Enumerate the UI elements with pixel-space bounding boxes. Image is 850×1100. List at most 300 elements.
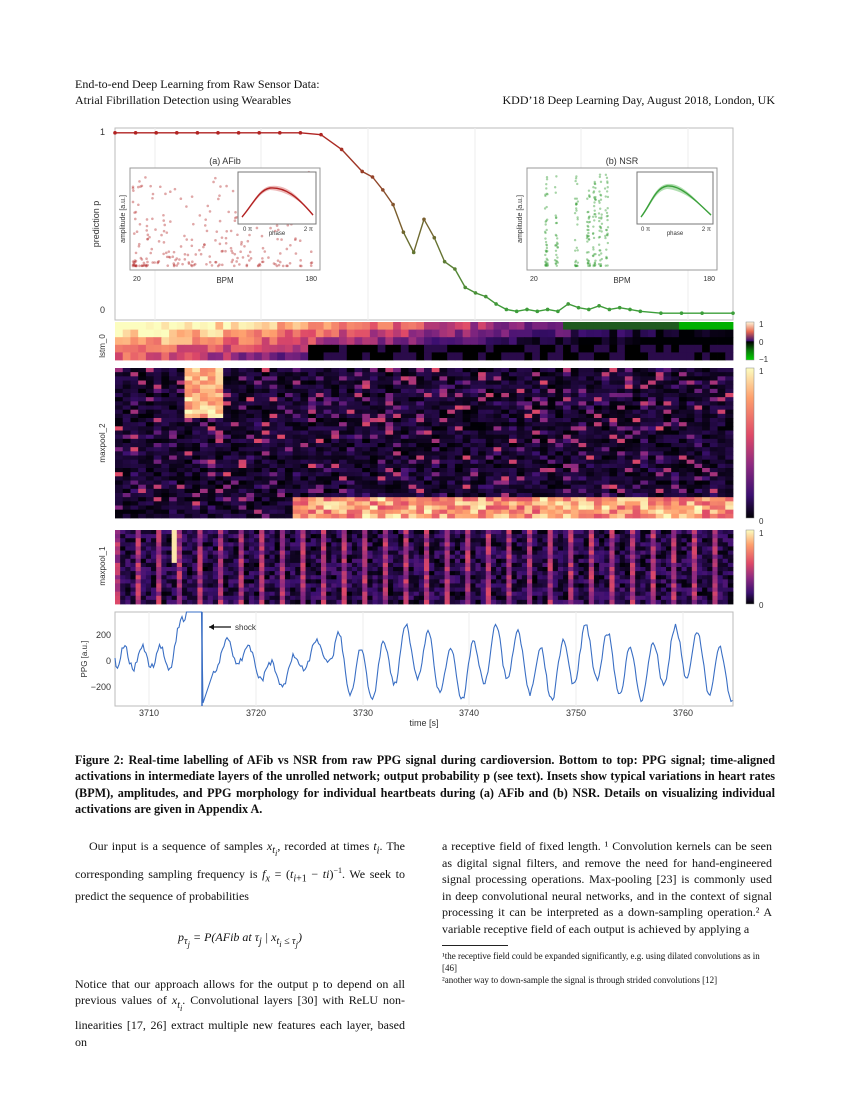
nsr-scatter-point <box>594 253 596 255</box>
heatmap-cell <box>568 559 574 564</box>
heatmap-cell <box>161 510 169 515</box>
heatmap-cell <box>177 559 183 564</box>
heatmap-cell <box>450 555 456 560</box>
heatmap-cell <box>517 472 525 477</box>
heatmap-cell <box>517 414 525 419</box>
heatmap-cell <box>460 542 466 547</box>
heatmap-cell <box>432 401 440 406</box>
heatmap-cell <box>123 476 131 481</box>
heatmap-cell <box>702 426 710 431</box>
heatmap-cell <box>156 551 162 556</box>
heatmap-cell <box>633 456 641 461</box>
heatmap-cell <box>728 538 734 543</box>
heatmap-cell <box>512 530 518 535</box>
heatmap-cell <box>239 559 245 564</box>
heatmap-cell <box>640 376 648 381</box>
heatmap-cell <box>270 322 278 330</box>
nsr-scatter-point <box>595 199 597 201</box>
heatmap-cell <box>378 322 386 330</box>
heatmap-cell <box>409 443 417 448</box>
inset-b-phase-end: 2 π <box>701 227 711 233</box>
heatmap-cell <box>200 451 208 456</box>
heatmap-cell <box>728 546 734 551</box>
afib-scatter-point <box>146 238 149 241</box>
heatmap-cell <box>470 534 476 539</box>
heatmap-cell <box>370 372 378 377</box>
heatmap-cell <box>270 414 278 419</box>
heatmap-cell <box>633 393 641 398</box>
prediction-point <box>700 311 704 315</box>
heatmap-cell <box>223 352 231 360</box>
heatmap-cell <box>270 555 276 560</box>
heatmap-cell <box>617 345 625 353</box>
heatmap-cell <box>223 345 231 353</box>
heatmap-cell <box>285 385 293 390</box>
afib-scatter-point <box>192 223 195 226</box>
heatmap-cell <box>154 514 162 519</box>
heatmap-cell <box>718 555 724 560</box>
heatmap-cell <box>656 468 664 473</box>
heatmap-cell <box>640 381 648 386</box>
heatmap-cell <box>409 447 417 452</box>
heatmap-cell <box>300 385 308 390</box>
heatmap-cell <box>373 563 379 568</box>
heatmap-cell <box>172 538 178 543</box>
heatmap-cell <box>648 443 656 448</box>
heatmap-cell <box>648 460 656 465</box>
heatmap-cell <box>579 451 587 456</box>
heatmap-cell <box>620 530 626 535</box>
heatmap-cell <box>625 352 633 360</box>
heatmap-cell <box>455 401 463 406</box>
heatmap-cell <box>671 330 679 338</box>
heatmap-cell <box>694 368 702 373</box>
heatmap-cell <box>723 530 729 535</box>
heatmap-cell <box>625 538 631 543</box>
heatmap-cell <box>192 352 200 360</box>
heatmap-cell <box>138 435 146 440</box>
heatmap-cell <box>671 506 679 511</box>
heatmap-cell <box>177 485 185 490</box>
heatmap-cell <box>239 551 245 556</box>
heatmap-cell <box>656 426 664 431</box>
heatmap-cell <box>146 542 152 547</box>
heatmap-cell <box>694 451 702 456</box>
heatmap-cell <box>679 418 687 423</box>
heatmap-cell <box>604 538 610 543</box>
heatmap-cell <box>275 546 281 551</box>
heatmap-cell <box>262 422 270 427</box>
heatmap-cell <box>262 401 270 406</box>
heatmap-cell <box>445 546 451 551</box>
heatmap-cell <box>161 426 169 431</box>
heatmap-cell <box>293 393 301 398</box>
heatmap-cell <box>393 506 401 511</box>
heatmap-cell <box>130 493 138 498</box>
heatmap-cell <box>635 530 641 535</box>
heatmap-cell <box>460 559 466 564</box>
heatmap-cell <box>123 389 131 394</box>
prediction-point <box>422 218 426 222</box>
afib-scatter-point <box>185 205 188 208</box>
heatmap-cell <box>476 546 482 551</box>
heatmap-cell <box>548 352 556 360</box>
heatmap-cell <box>702 376 710 381</box>
heatmap-cell <box>548 447 556 452</box>
heatmap-cell <box>532 510 540 515</box>
heatmap-cell <box>316 376 324 381</box>
heatmap-cell <box>316 476 324 481</box>
heatmap-cell <box>239 439 247 444</box>
heatmap-cell <box>249 559 255 564</box>
heatmap-cell <box>223 385 231 390</box>
heatmap-cell <box>481 534 487 539</box>
heatmap-cell <box>115 337 123 345</box>
heatmap-cell <box>478 401 486 406</box>
heatmap-cell <box>277 406 285 411</box>
heatmap-cell <box>455 464 463 469</box>
heatmap-cell <box>167 555 173 560</box>
heatmap-cell <box>270 476 278 481</box>
heatmap-cell <box>161 563 167 568</box>
heatmap-cell <box>213 538 219 543</box>
heatmap-cell <box>702 514 710 519</box>
header-line-2: Atrial Fibrillation Detection using Wearables <box>75 93 292 107</box>
heatmap-cell <box>463 497 471 502</box>
heatmap-cell <box>617 418 625 423</box>
heatmap-cell <box>679 372 687 377</box>
heatmap-cell <box>378 372 386 377</box>
inset-b-morph-frame <box>637 172 713 224</box>
heatmap-cell <box>185 476 193 481</box>
heatmap-cell <box>215 393 223 398</box>
heatmap-cell <box>347 337 355 345</box>
heatmap-cell <box>138 368 146 373</box>
heatmap-cell <box>586 460 594 465</box>
heatmap-cell <box>154 330 162 338</box>
nsr-scatter-point <box>592 186 594 188</box>
heatmap-cell <box>419 559 425 564</box>
nsr-scatter-point <box>556 256 558 258</box>
nsr-scatter-point <box>545 220 547 222</box>
heatmap-cell <box>254 546 260 551</box>
heatmap-cell <box>388 559 394 564</box>
heatmap-cell <box>259 534 265 539</box>
inset-a-title: (a) AFib <box>209 156 241 166</box>
heatmap-cell <box>203 546 209 551</box>
heatmap-cell <box>231 447 239 452</box>
heatmap-cell <box>478 510 486 515</box>
heatmap-cell <box>555 435 563 440</box>
heatmap-cell <box>501 472 509 477</box>
heatmap-cell <box>154 472 162 477</box>
heatmap-cell <box>671 406 679 411</box>
heatmap-cell <box>172 534 178 539</box>
heatmap-cell <box>579 345 587 353</box>
heatmap-cell <box>156 546 162 551</box>
heatmap-cell <box>239 555 245 560</box>
heatmap-cell <box>702 422 710 427</box>
heatmap-cell <box>434 534 440 539</box>
heatmap-cell <box>682 563 688 568</box>
heatmap-cell <box>465 546 471 551</box>
heatmap-cell <box>409 389 417 394</box>
heatmap-cell <box>494 510 502 515</box>
heatmap-cell <box>555 472 563 477</box>
heatmap-cell <box>609 368 617 373</box>
heatmap-cell <box>409 510 417 515</box>
heatmap-cell <box>293 385 301 390</box>
heatmap-cell <box>262 489 270 494</box>
heatmap-cell <box>192 510 200 515</box>
heatmap-cell <box>548 460 556 465</box>
heatmap-cell <box>633 514 641 519</box>
lstm-cb-bottom: −1 <box>759 355 769 364</box>
heatmap-cell <box>254 372 262 377</box>
heatmap-cell <box>161 352 169 360</box>
heatmap-cell <box>169 410 177 415</box>
heatmap-cell <box>694 497 702 502</box>
heatmap-cell <box>246 506 254 511</box>
heatmap-cell <box>625 426 633 431</box>
prediction-point <box>546 308 550 312</box>
heatmap-cell <box>470 372 478 377</box>
heatmap-cell <box>573 538 579 543</box>
heatmap-cell <box>254 493 262 498</box>
heatmap-cell <box>571 414 579 419</box>
heatmap-cell <box>146 534 152 539</box>
heatmap-cell <box>663 506 671 511</box>
heatmap-cell <box>383 538 389 543</box>
heatmap-cell <box>401 514 409 519</box>
heatmap-cell <box>316 493 324 498</box>
figure-2 <box>75 118 775 738</box>
heatmap-cell <box>509 460 517 465</box>
heatmap-cell <box>321 530 327 535</box>
heatmap-cell <box>192 501 200 506</box>
heatmap-cell <box>401 352 409 360</box>
heatmap-cell <box>712 559 718 564</box>
heatmap-cell <box>439 418 447 423</box>
heatmap-cell <box>617 372 625 377</box>
nsr-scatter-point <box>592 225 594 227</box>
heatmap-cell <box>383 542 389 547</box>
heatmap-cell <box>409 485 417 490</box>
heatmap-cell <box>223 431 231 436</box>
heatmap-cell <box>231 345 239 353</box>
heatmap-cell <box>648 414 656 419</box>
heatmap-cell <box>300 514 308 519</box>
heatmap-cell <box>524 468 532 473</box>
heatmap-cell <box>311 551 317 556</box>
heatmap-cell <box>354 422 362 427</box>
heatmap-cell <box>633 414 641 419</box>
heatmap-cell <box>177 476 185 481</box>
heatmap-cell <box>509 476 517 481</box>
heatmap-cell <box>666 559 672 564</box>
heatmap-cell <box>354 451 362 456</box>
heatmap-cell <box>481 546 487 551</box>
heatmap-cell <box>231 401 239 406</box>
nsr-scatter-point <box>576 198 578 200</box>
heatmap-cell <box>146 530 152 535</box>
heatmap-cell <box>663 376 671 381</box>
afib-scatter-point <box>176 264 179 267</box>
heatmap-cell <box>138 376 146 381</box>
heatmap-cell <box>702 534 708 539</box>
heatmap-cell <box>486 352 494 360</box>
heatmap-cell <box>370 431 378 436</box>
heatmap-cell <box>602 389 610 394</box>
heatmap-cell <box>635 559 641 564</box>
heatmap-cell <box>594 322 602 330</box>
afib-scatter-point <box>158 260 161 263</box>
heatmap-cell <box>640 563 646 568</box>
heatmap-cell <box>401 501 409 506</box>
heatmap-cell <box>470 389 478 394</box>
heatmap-cell <box>208 497 216 502</box>
heatmap-cell <box>370 368 378 373</box>
heatmap-cell <box>161 406 169 411</box>
heatmap-cell <box>555 447 563 452</box>
heatmap-cell <box>215 389 223 394</box>
heatmap-cell <box>620 555 626 560</box>
heatmap-cell <box>339 456 347 461</box>
heatmap-cell <box>687 456 695 461</box>
heatmap-cell <box>130 510 138 515</box>
heatmap-cell <box>331 546 337 551</box>
heatmap-cell <box>633 330 641 338</box>
heatmap-cell <box>378 410 386 415</box>
nsr-scatter-point <box>544 237 546 239</box>
heatmap-cell <box>470 381 478 386</box>
heatmap-cell <box>702 530 708 535</box>
heatmap-cell <box>385 447 393 452</box>
heatmap-cell <box>424 376 432 381</box>
heatmap-cell <box>571 447 579 452</box>
heatmap-cell <box>586 497 594 502</box>
heatmap-cell <box>223 514 231 519</box>
heatmap-cell <box>277 345 285 353</box>
heatmap-cell <box>324 476 332 481</box>
heatmap-cell <box>447 422 455 427</box>
heatmap-cell <box>115 431 123 436</box>
heatmap-cell <box>416 389 424 394</box>
heatmap-cell <box>651 542 657 547</box>
heatmap-cell <box>671 546 677 551</box>
heatmap-cell <box>177 368 185 373</box>
heatmap-cell <box>424 381 432 386</box>
heatmap-cell <box>115 472 123 477</box>
heatmap-cell <box>200 381 208 386</box>
heatmap-cell <box>509 468 517 473</box>
heatmap-cell <box>259 538 265 543</box>
heatmap-cell <box>177 414 185 419</box>
heatmap-cell <box>130 476 138 481</box>
heatmap-cell <box>460 538 466 543</box>
heatmap-cell <box>339 410 347 415</box>
heatmap-cell <box>316 435 324 440</box>
heatmap-cell <box>602 460 610 465</box>
heatmap-cell <box>213 546 219 551</box>
heatmap-cell <box>357 555 363 560</box>
heatmap-cell <box>625 389 633 394</box>
heatmap-cell <box>586 422 594 427</box>
heatmap-cell <box>617 506 625 511</box>
heatmap-cell <box>385 472 393 477</box>
heatmap-cell <box>424 337 432 345</box>
prediction-point <box>216 131 220 135</box>
heatmap-cell <box>169 506 177 511</box>
heatmap-cell <box>702 414 710 419</box>
heatmap-cell <box>509 345 517 353</box>
heatmap-cell <box>625 447 633 452</box>
heatmap-cell <box>138 493 146 498</box>
afib-scatter-point <box>149 252 152 255</box>
heatmap-cell <box>486 472 494 477</box>
heatmap-cell <box>501 385 509 390</box>
heatmap-cell <box>200 389 208 394</box>
heatmap-cell <box>434 563 440 568</box>
heatmap-cell <box>362 352 370 360</box>
heatmap-cell <box>586 481 594 486</box>
heatmap-cell <box>246 489 254 494</box>
heatmap-cell <box>725 381 733 386</box>
heatmap-cell <box>586 451 594 456</box>
heatmap-cell <box>331 538 337 543</box>
heatmap-cell <box>378 514 386 519</box>
afib-scatter-point <box>294 237 297 240</box>
heatmap-cell <box>589 538 595 543</box>
heatmap-cell <box>586 406 594 411</box>
heatmap-cell <box>316 422 324 427</box>
heatmap-cell <box>656 493 664 498</box>
heatmap-cell <box>215 476 223 481</box>
heatmap-cell <box>200 406 208 411</box>
heatmap-cell <box>393 385 401 390</box>
heatmap-cell <box>663 456 671 461</box>
heatmap-cell <box>424 472 432 477</box>
heatmap-cell <box>710 393 718 398</box>
heatmap-cell <box>331 489 339 494</box>
heatmap-cell <box>146 514 154 519</box>
heatmap-cell <box>635 542 641 547</box>
heatmap-cell <box>625 530 631 535</box>
heatmap-cell <box>388 551 394 556</box>
heatmap-cell <box>494 443 502 448</box>
heatmap-cell <box>146 451 154 456</box>
heatmap-cell <box>524 510 532 515</box>
heatmap-cell <box>185 330 193 338</box>
heatmap-cell <box>478 506 486 511</box>
heatmap-cell <box>378 464 386 469</box>
heatmap-cell <box>602 493 610 498</box>
heatmap-cell <box>339 431 347 436</box>
heatmap-cell <box>208 372 216 377</box>
heatmap-cell <box>439 337 447 345</box>
heatmap-cell <box>579 489 587 494</box>
heatmap-cell <box>676 551 682 556</box>
heatmap-cell <box>141 538 147 543</box>
heatmap-cell <box>373 534 379 539</box>
heatmap-cell <box>630 530 636 535</box>
heatmap-cell <box>138 472 146 477</box>
heatmap-cell <box>540 431 548 436</box>
heatmap-cell <box>254 401 262 406</box>
heatmap-cell <box>280 538 286 543</box>
heatmap-cell <box>494 337 502 345</box>
heatmap-cell <box>326 551 332 556</box>
